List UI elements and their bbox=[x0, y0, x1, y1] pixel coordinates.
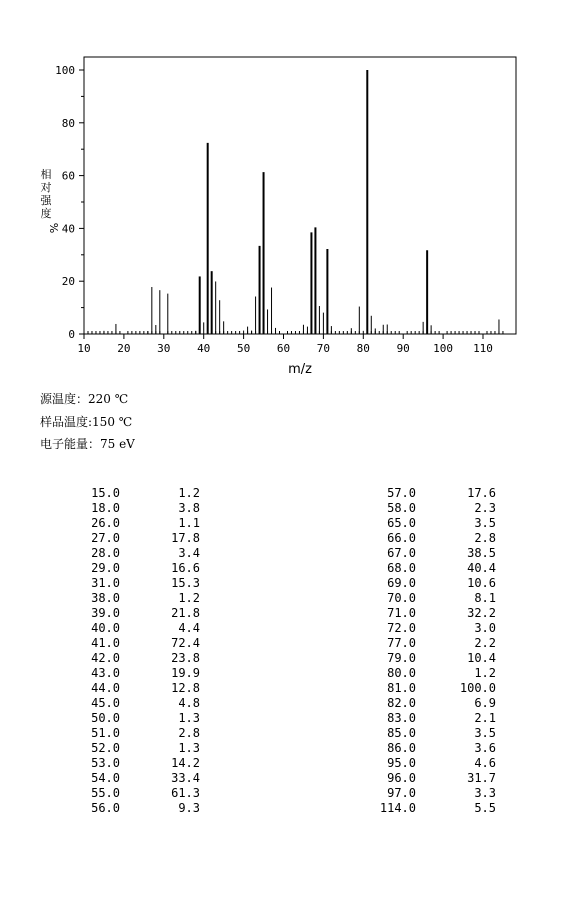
peak-row bbox=[56, 561, 200, 576]
peak-abundance: 38.5 bbox=[467, 546, 496, 560]
peak-abundance: 61.3 bbox=[171, 786, 200, 800]
peak-abundance: 4.4 bbox=[178, 621, 200, 635]
peak-mz: 51.0 bbox=[91, 726, 120, 740]
peak-mz: 72.0 bbox=[387, 621, 416, 635]
peak-row bbox=[352, 636, 496, 651]
y-tick-label: 20 bbox=[61, 275, 75, 289]
peak-bars bbox=[104, 70, 499, 334]
peak-abundance: 1.2 bbox=[178, 486, 200, 500]
peak-row bbox=[352, 621, 496, 636]
y-tick-label: 60 bbox=[61, 169, 75, 183]
x-axis-label: m/z bbox=[288, 362, 312, 377]
x-tick-label: 50 bbox=[236, 342, 251, 355]
peak-row bbox=[56, 651, 200, 666]
peak-row bbox=[56, 486, 200, 501]
peak-abundance: 1.3 bbox=[178, 741, 200, 755]
peak-mz: 40.0 bbox=[91, 621, 120, 635]
y-tick-label: 40 bbox=[61, 222, 75, 236]
peak-mz: 66.0 bbox=[387, 531, 416, 545]
peak-abundance: 17.6 bbox=[467, 486, 496, 500]
peak-mz: 27.0 bbox=[91, 531, 120, 545]
x-axis-ticks bbox=[77, 334, 493, 355]
peak-mz: 39.0 bbox=[91, 606, 120, 620]
peak-mz: 86.0 bbox=[387, 741, 416, 755]
peak-abundance: 6.9 bbox=[474, 696, 496, 710]
peak-row bbox=[56, 771, 200, 786]
peak-table-right bbox=[352, 486, 496, 816]
peak-abundance: 2.1 bbox=[474, 711, 496, 725]
peak-abundance: 2.3 bbox=[474, 501, 496, 515]
peak-abundance: 33.4 bbox=[171, 771, 200, 785]
peak-abundance: 2.2 bbox=[474, 636, 496, 650]
peak-abundance: 10.4 bbox=[467, 651, 496, 665]
y-tick-label: 80 bbox=[61, 116, 75, 130]
x-tick-label: 10 bbox=[77, 342, 91, 355]
peak-mz: 43.0 bbox=[91, 666, 120, 680]
peak-mz: 57.0 bbox=[387, 486, 416, 500]
peak-row bbox=[56, 501, 200, 516]
peak-mz: 95.0 bbox=[387, 756, 416, 770]
x-tick-label: 40 bbox=[197, 342, 211, 355]
peak-abundance: 3.8 bbox=[178, 501, 200, 515]
peak-mz: 83.0 bbox=[387, 711, 416, 725]
peak-mz: 38.0 bbox=[91, 591, 120, 605]
peak-abundance: 23.8 bbox=[171, 651, 200, 665]
peak-mz: 69.0 bbox=[387, 576, 416, 590]
y-axis-label-char-2: 对 bbox=[40, 181, 52, 194]
peak-row bbox=[352, 771, 496, 786]
peak-mz: 71.0 bbox=[387, 606, 416, 620]
peak-mz: 18.0 bbox=[91, 501, 120, 515]
peak-row bbox=[56, 531, 200, 546]
peak-row bbox=[352, 546, 496, 561]
x-tick-label: 100 bbox=[433, 342, 454, 355]
peak-abundance: 8.1 bbox=[474, 591, 496, 605]
x-tick-label: 110 bbox=[473, 342, 493, 355]
peak-row bbox=[352, 681, 496, 696]
peak-mz: 41.0 bbox=[91, 636, 120, 650]
x-tick-label: 30 bbox=[157, 342, 171, 355]
peak-abundance: 3.4 bbox=[178, 546, 200, 560]
peak-row bbox=[56, 741, 200, 756]
peak-row bbox=[56, 681, 200, 696]
peak-mz: 15.0 bbox=[91, 486, 120, 500]
peak-mz: 58.0 bbox=[387, 501, 416, 515]
peak-mz: 53.0 bbox=[91, 756, 120, 770]
peak-mz: 70.0 bbox=[387, 591, 416, 605]
sample-temperature: 样品温度:150 ℃ bbox=[40, 415, 133, 429]
peak-mz: 26.0 bbox=[91, 516, 120, 530]
peak-mz: 44.0 bbox=[91, 681, 120, 695]
peak-abundance: 15.3 bbox=[171, 576, 200, 590]
peak-row bbox=[352, 561, 496, 576]
x-tick-label: 60 bbox=[276, 342, 291, 355]
peak-mz: 52.0 bbox=[91, 741, 120, 755]
peak-abundance: 14.2 bbox=[171, 756, 200, 770]
peak-row bbox=[56, 621, 200, 636]
peak-abundance: 3.5 bbox=[474, 726, 496, 740]
peak-mz: 28.0 bbox=[91, 546, 120, 560]
peak-mz: 79.0 bbox=[387, 651, 416, 665]
peak-row bbox=[352, 501, 496, 516]
peak-row bbox=[352, 486, 496, 501]
peak-row bbox=[352, 591, 496, 606]
peak-mz: 67.0 bbox=[387, 546, 416, 560]
peak-row bbox=[352, 741, 496, 756]
peak-abundance: 1.2 bbox=[474, 666, 496, 680]
peak-mz: 96.0 bbox=[387, 771, 416, 785]
peak-abundance: 12.8 bbox=[171, 681, 200, 695]
peak-row bbox=[56, 756, 200, 771]
peak-row bbox=[56, 591, 200, 606]
source-temperature: 源温度：220 ℃ bbox=[40, 392, 129, 406]
peak-mz: 80.0 bbox=[387, 666, 416, 680]
peak-abundance: 9.3 bbox=[178, 801, 200, 815]
peak-row bbox=[56, 696, 200, 711]
peak-abundance: 3.5 bbox=[474, 516, 496, 530]
peak-abundance: 32.2 bbox=[467, 606, 496, 620]
x-tick-label: 90 bbox=[396, 342, 410, 355]
x-tick-label: 80 bbox=[356, 342, 370, 355]
electron-energy: 电子能量：75 eV bbox=[40, 437, 135, 451]
peak-abundance: 21.8 bbox=[171, 606, 200, 620]
peak-mz: 85.0 bbox=[387, 726, 416, 740]
peak-mz: 31.0 bbox=[91, 576, 120, 590]
y-axis-label-char-1: 相 bbox=[40, 168, 52, 181]
peak-abundance: 4.8 bbox=[178, 696, 200, 710]
peak-mz: 54.0 bbox=[91, 771, 120, 785]
peak-row bbox=[352, 711, 496, 726]
peak-row bbox=[56, 516, 200, 531]
y-axis-label-char-4: 度 bbox=[40, 207, 52, 220]
peak-abundance: 40.4 bbox=[467, 561, 496, 575]
peak-row bbox=[56, 546, 200, 561]
peak-row bbox=[352, 516, 496, 531]
y-axis-label-char-3: 强 bbox=[40, 194, 52, 207]
peak-abundance: 16.6 bbox=[171, 561, 200, 575]
peak-mz: 114.0 bbox=[379, 801, 416, 815]
peak-abundance: 31.7 bbox=[467, 771, 496, 785]
peak-row bbox=[56, 636, 200, 651]
peak-abundance: 1.1 bbox=[178, 516, 200, 530]
peak-abundance: 5.5 bbox=[474, 801, 496, 815]
peak-mz: 55.0 bbox=[91, 786, 120, 800]
y-tick-label: 0 bbox=[68, 328, 75, 341]
y-axis-label-percent: % bbox=[47, 222, 60, 234]
peak-abundance: 1.2 bbox=[178, 591, 200, 605]
peak-abundance: 2.8 bbox=[474, 531, 496, 545]
x-tick-label: 20 bbox=[117, 342, 131, 355]
peak-row bbox=[352, 666, 496, 681]
peak-mz: 77.0 bbox=[387, 636, 416, 650]
peak-row bbox=[352, 756, 496, 771]
peak-table-left bbox=[56, 486, 200, 816]
peak-row bbox=[56, 606, 200, 621]
peak-abundance: 19.9 bbox=[171, 666, 200, 680]
peak-row bbox=[352, 651, 496, 666]
peak-abundance: 72.4 bbox=[171, 636, 200, 650]
y-tick-label: 100 bbox=[55, 64, 75, 77]
x-tick-label: 70 bbox=[316, 342, 331, 355]
peak-abundance: 100.0 bbox=[459, 681, 496, 695]
peak-row bbox=[56, 576, 200, 591]
peak-mz: 42.0 bbox=[91, 651, 120, 665]
peak-row bbox=[56, 666, 200, 681]
peak-abundance: 3.0 bbox=[474, 621, 496, 635]
peak-mz: 56.0 bbox=[91, 801, 120, 815]
peak-row bbox=[352, 726, 496, 741]
peak-abundance: 3.6 bbox=[474, 741, 496, 755]
peak-mz: 97.0 bbox=[387, 786, 416, 800]
plot-frame bbox=[84, 57, 516, 334]
peak-row bbox=[352, 696, 496, 711]
peak-mz: 81.0 bbox=[387, 681, 416, 695]
peak-mz: 68.0 bbox=[387, 561, 416, 575]
peak-abundance: 3.3 bbox=[474, 786, 496, 800]
peak-row bbox=[56, 726, 200, 741]
peak-row bbox=[352, 786, 496, 801]
peak-row bbox=[352, 576, 496, 591]
peak-row bbox=[352, 801, 496, 816]
peak-mz: 65.0 bbox=[387, 516, 416, 530]
peak-abundance: 1.3 bbox=[178, 711, 200, 725]
peak-abundance: 4.6 bbox=[474, 756, 496, 770]
y-axis-ticks bbox=[55, 64, 84, 341]
peak-abundance: 17.8 bbox=[171, 531, 200, 545]
peak-abundance: 10.6 bbox=[467, 576, 496, 590]
peak-row bbox=[352, 606, 496, 621]
mass-spectrum-chart bbox=[0, 0, 570, 380]
peak-abundance: 2.8 bbox=[178, 726, 200, 740]
peak-row bbox=[56, 801, 200, 816]
peak-mz: 50.0 bbox=[91, 711, 120, 725]
peak-row bbox=[352, 531, 496, 546]
peak-row bbox=[56, 786, 200, 801]
peak-mz: 82.0 bbox=[387, 696, 416, 710]
peak-row bbox=[56, 711, 200, 726]
peak-mz: 29.0 bbox=[91, 561, 120, 575]
peak-mz: 45.0 bbox=[91, 696, 120, 710]
